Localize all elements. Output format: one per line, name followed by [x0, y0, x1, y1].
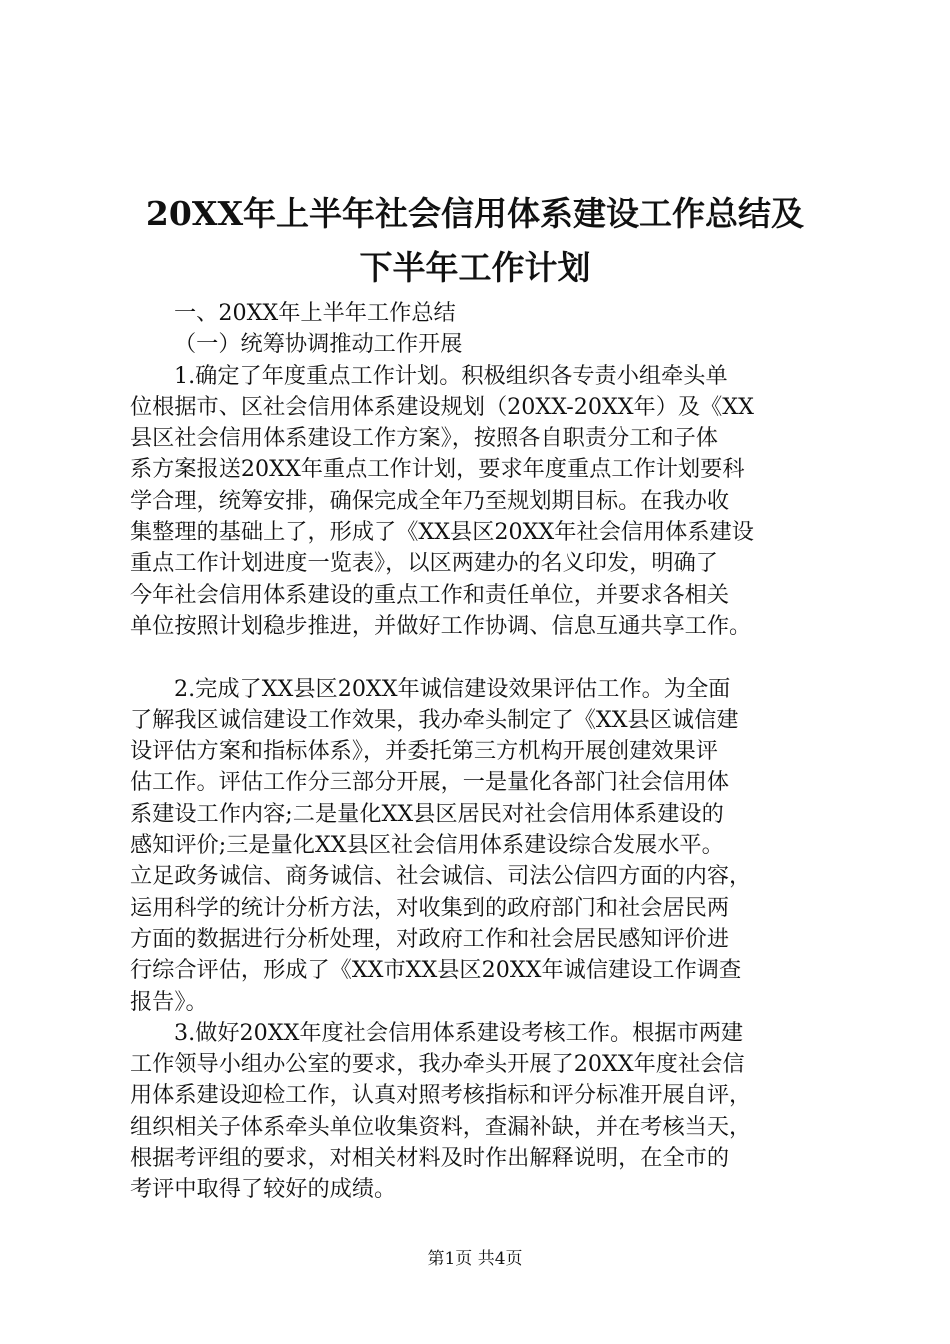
- paragraph-line: 1.确定了年度重点工作计划。积极组织各专责小组牵头单: [174, 362, 728, 389]
- paragraph-line: 报告》。: [130, 988, 208, 1015]
- section-heading: 一、20XX年上半年工作总结: [174, 300, 456, 326]
- document-title-line-2: 下半年工作计划: [359, 248, 591, 287]
- document-title-line-1: 20XX年上半年社会信用体系建设工作总结及: [145, 194, 805, 233]
- paragraph-line: 工作领导小组办公室的要求，我办牵头开展了20XX年度社会信: [130, 1051, 745, 1078]
- page-footer: 第1页 共4页: [427, 1249, 523, 1269]
- paragraph-line: 行综合评估，形成了《XX市XX县区20XX年诚信建设工作调查: [130, 957, 742, 984]
- paragraph-line: 集整理的基础上了，形成了《XX县区20XX年社会信用体系建设: [130, 519, 754, 546]
- paragraph-line: 根据考评组的要求，对相关材料及时作出解释说明，在全市的: [130, 1145, 730, 1172]
- paragraph-line: 组织相关子体系牵头单位收集资料，查漏补缺，并在考核当天，: [130, 1113, 752, 1140]
- paragraph-line: 学合理，统筹安排，确保完成全年乃至规划期目标。在我办收: [130, 487, 730, 514]
- paragraph-line: 运用科学的统计分析方法，对收集到的政府部门和社会居民两: [130, 894, 730, 921]
- subsection-heading: （一）统筹协调推动工作开展: [174, 331, 463, 358]
- paragraph-line: 单位按照计划稳步推进，并做好工作协调、信息互通共享工作。: [130, 612, 752, 639]
- paragraph-line: 立足政务诚信、商务诚信、社会诚信、司法公信四方面的内容，: [130, 863, 752, 890]
- paragraph-line: 估工作。评估工作分三部分开展，一是量化各部门社会信用体: [130, 769, 730, 796]
- document-body: [130, 298, 850, 1206]
- paragraph-line: 位根据市、区社会信用体系建设规划（20XX-20XX年）及《XX: [130, 393, 754, 420]
- paragraph-line: 感知评价;三是量化XX县区社会信用体系建设综合发展水平。: [130, 832, 724, 859]
- paragraph-line: 考评中取得了较好的成绩。: [130, 1176, 397, 1203]
- paragraph-line: 2.完成了XX县区20XX年诚信建设效果评估工作。为全面: [174, 675, 731, 702]
- paragraph-line: 重点工作计划进度一览表》，以区两建办的名义印发，明确了: [130, 550, 718, 577]
- paragraph-line: 系方案报送20XX年重点工作计划，要求年度重点工作计划要科: [130, 456, 745, 483]
- paragraph-line: 县区社会信用体系建设工作方案》，按照各自职责分工和子体: [130, 425, 718, 452]
- paragraph-line: 方面的数据进行分析处理，对政府工作和社会居民感知评价进: [130, 925, 730, 952]
- paragraph-line: 了解我区诚信建设工作效果，我办牵头制定了《XX县区诚信建: [130, 706, 739, 733]
- paragraph-line: 今年社会信用体系建设的重点工作和责任单位，并要求各相关: [130, 581, 730, 608]
- paragraph-line: 设评估方案和指标体系》，并委托第三方机构开展创建效果评: [130, 738, 718, 765]
- paragraph-line: 用体系建设迎检工作，认真对照考核指标和评分标准开展自评，: [130, 1082, 752, 1109]
- paragraph-line: 3.做好20XX年度社会信用体系建设考核工作。根据市两建: [174, 1019, 744, 1046]
- paragraph-line: 系建设工作内容;二是量化XX县区居民对社会信用体系建设的: [130, 800, 724, 827]
- paragraph-gap: [130, 642, 850, 673]
